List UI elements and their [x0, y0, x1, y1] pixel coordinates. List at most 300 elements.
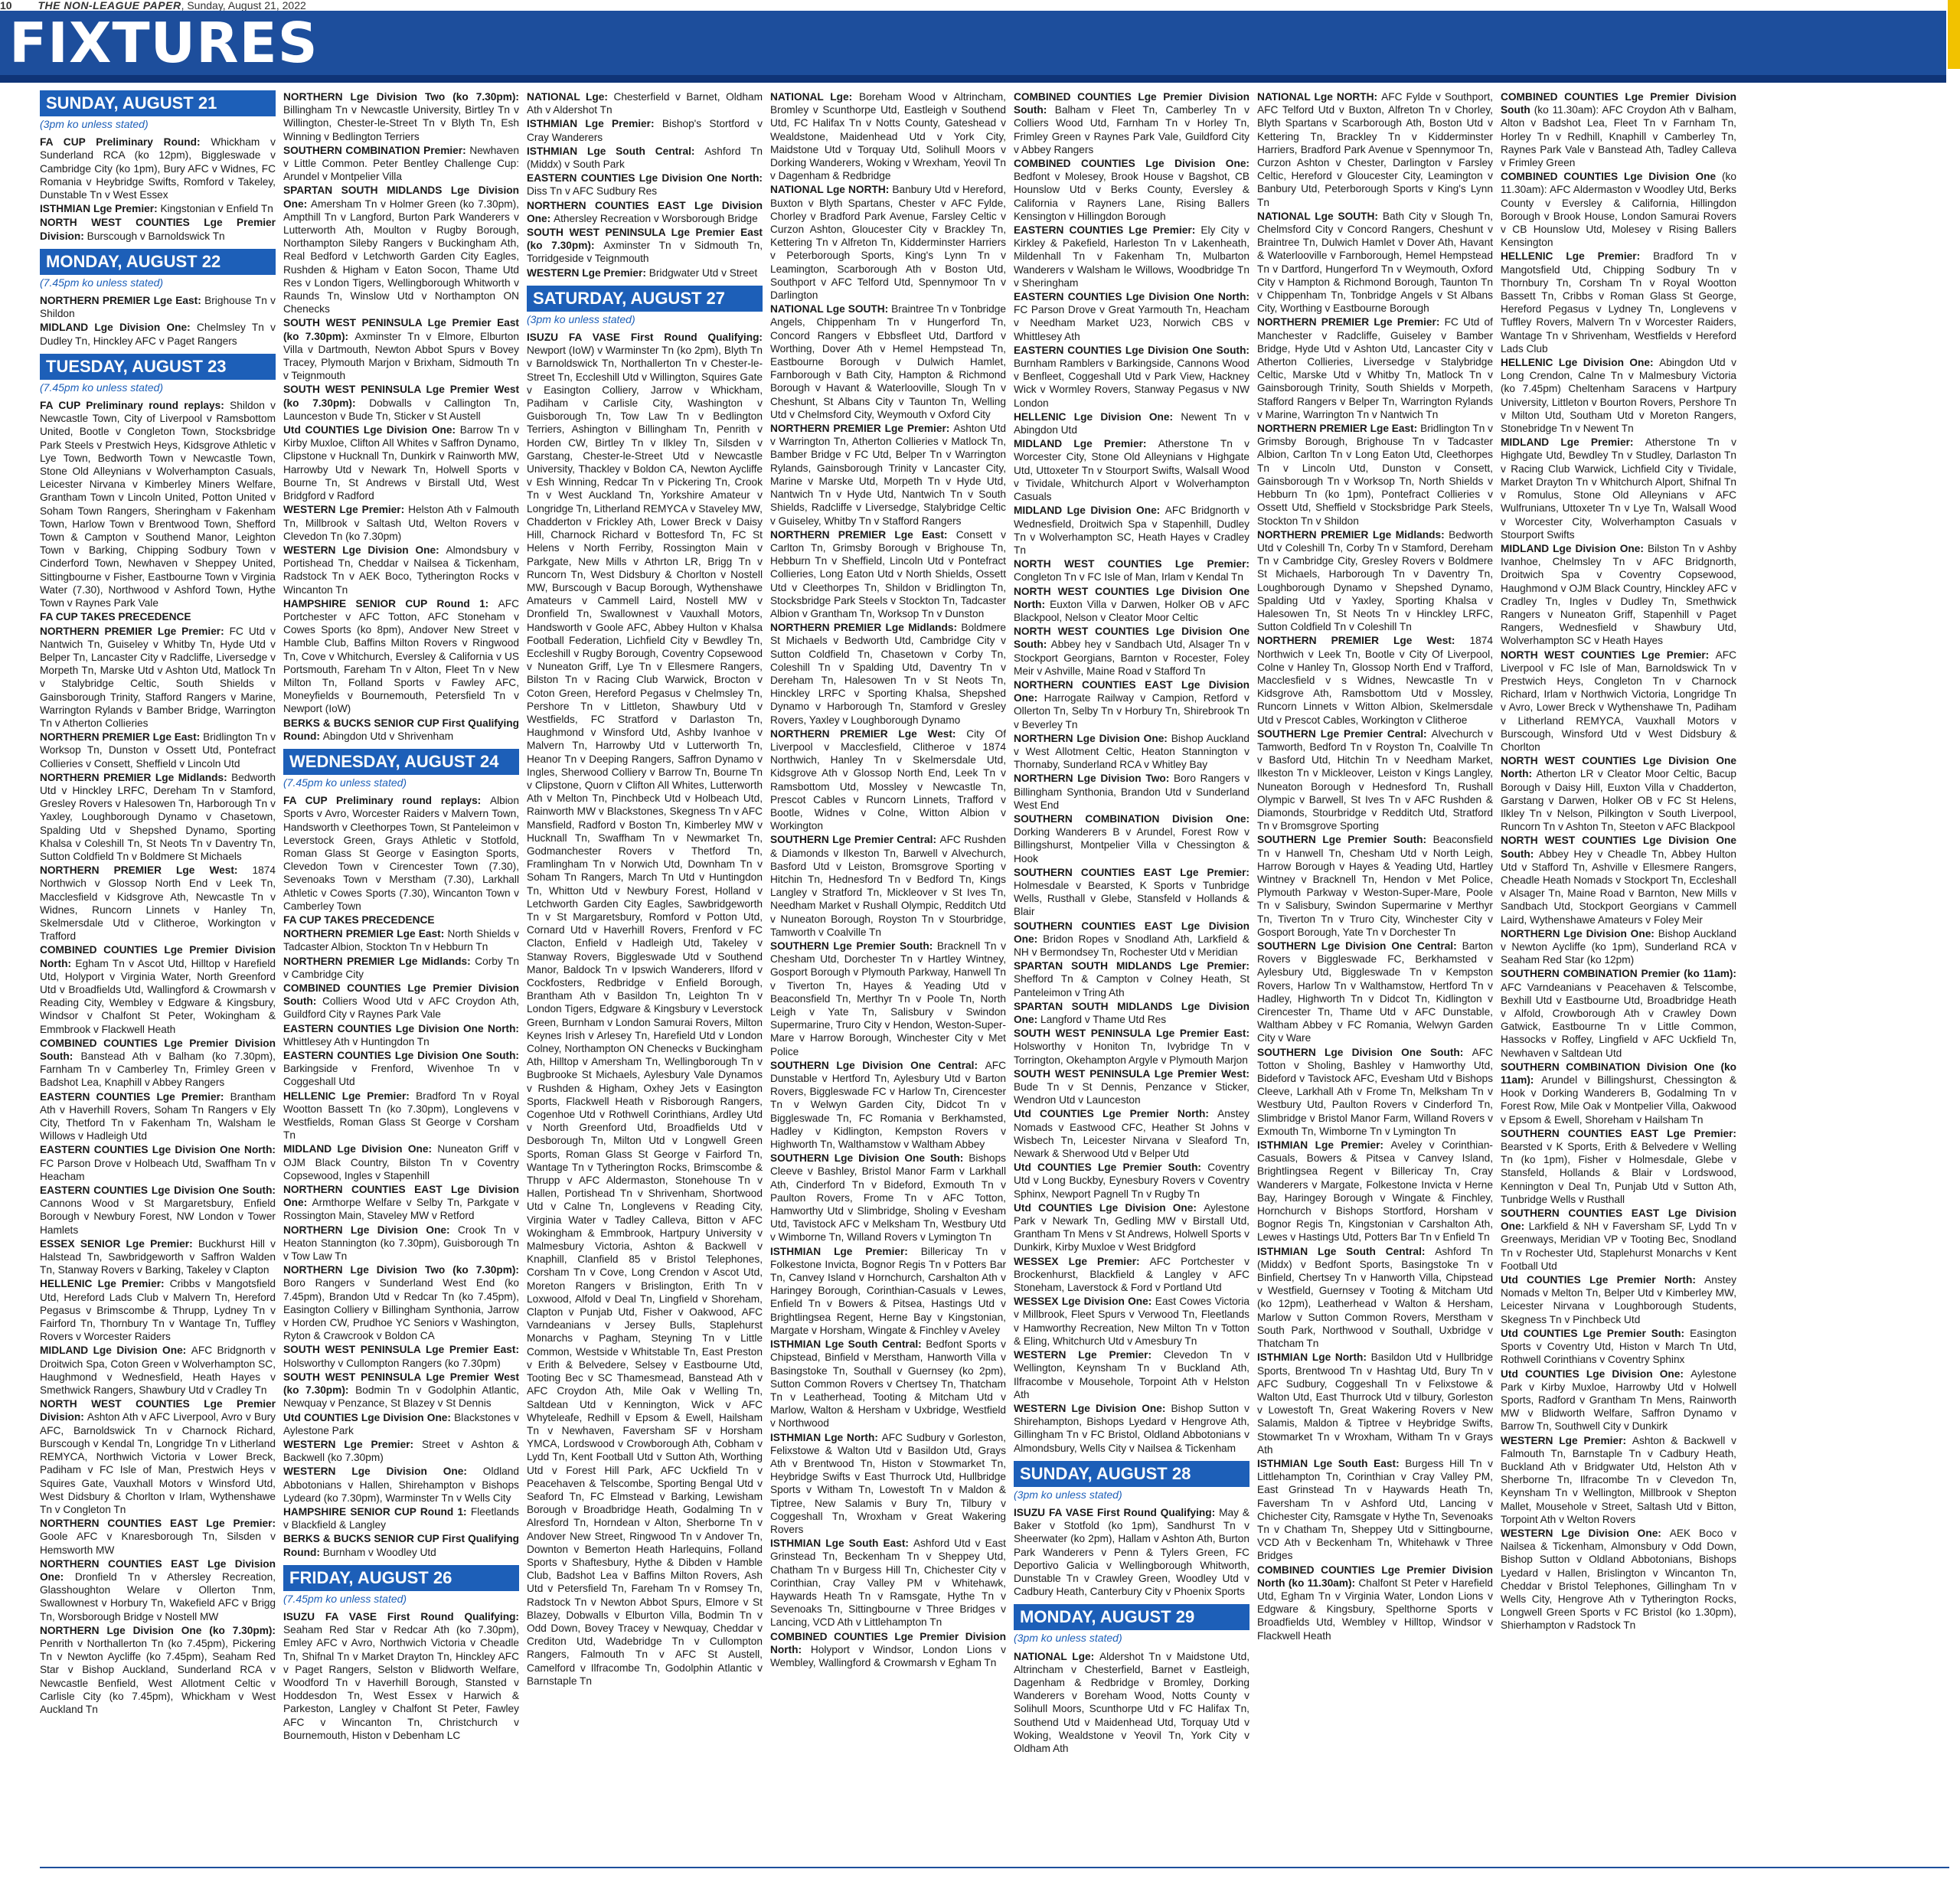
- fixture-list: Congleton Tn v FC Isle of Man, Irlam v Kendal Tn: [1014, 571, 1243, 583]
- fixture-list: Aveley v Corinthian-Casuals, Bowers & Pitsea v Canvey Island, Brightlingsea Regent v Billericay Tn, Cray Wanderers v Margate, Folkestone Invicta v Herne Bay, Haringey Borough v Wingate & Finchley, Hornchurch v Bishops Stortford, Horsham v Bognor Regis Tn, Kingstonian v Carshalton Ath, Lewes v Hastings Utd, Potters Bar Tn v Enfield Tn: [1257, 1139, 1493, 1243]
- competition-name: NORTH WEST COUNTIES Lge Division One South:: [1014, 626, 1250, 651]
- fixture-entry: [283, 423, 519, 502]
- fixture-list: Brighouse Tn v Shildon: [40, 295, 276, 320]
- fixture-list: Chalfont St Peter v Harefield Utd, Egham Tn v Virginia Water, London Lions v Edgware & Kingsbury, Spelthorne Sports v Broadfields Utd, Wembley v Hilltop, Windsor v Flackwell Heath: [1257, 1577, 1493, 1642]
- fixture-list: Bedworth Utd v Hinckley LRFC, Dereham Tn v Stamford, Gresley Rovers v Halesowen Tn, Harborough Tn v Yaxley, Loughborough Dynamo v Chasetown, Spalding Utd v Shepshed Dynamo, Sporting Khalsa v Coleshill Tn, St Neots Tn v Daventry Tn, Sutton Coldfield Tn v Boldmere St Michaels: [40, 771, 276, 862]
- competition-name: NORTHERN Lge Division Two:: [1014, 773, 1170, 785]
- day-heading: TUESDAY, AUGUST 23: [40, 354, 276, 380]
- competition-name: NORTHERN PREMIER Lge East:: [1257, 423, 1418, 435]
- competition-name: NORTH WEST COUNTIES Lge Premier:: [1014, 558, 1250, 570]
- fixture-entry: [1014, 772, 1250, 812]
- fixture-list: Langford v Thame Utd Res: [1040, 1014, 1167, 1026]
- fixture-entry: [40, 1344, 276, 1397]
- page-number: 10: [0, 0, 12, 11]
- fixture-list: Corby Tn v Cambridge City: [283, 955, 519, 980]
- competition-name: WESTERN Lge Division One:: [283, 1466, 467, 1478]
- competition-name: NATIONAL Lge SOUTH:: [1257, 210, 1378, 222]
- fixture-entry: [527, 90, 763, 116]
- competition-name: BERKS & BUCKS SENIOR CUP First Qualifying Round:: [283, 717, 519, 742]
- competition-name: NORTHERN COUNTIES EAST Lge Division One:: [40, 1557, 276, 1583]
- fixture-entry: [527, 199, 763, 225]
- fixture-list: Larkfield & NH v Faversham SF, Lydd Tn v Greenways, Meridian VP v Tooting Bec, Snodland Tn v Rochester Utd, Staplehurst Monarchs v Kent Football Utd: [1501, 1221, 1736, 1272]
- fixture-entry: [283, 1142, 519, 1182]
- competition-name: EASTERN COUNTIES Lge Division One South:: [283, 1050, 519, 1062]
- fixture-list: Armthorpe Welfare v Selby Tn, Parkgate v Rossington Main, Staveley MW v Retford: [283, 1197, 519, 1222]
- competition-name: SOUTHERN COMBINATION Division One (ko 11am):: [1501, 1060, 1736, 1087]
- fixture-list: Newport (IoW) v Warminster Tn (ko 2pm), Blyth Tn v Barnoldswick Tn, Northallerton Tn v Chester-le-Street Tn, Eccleshill Utd v Willington, Squires Gate v Easington Colliery, Jarrow v Whickham, Padiham v Carlisle City, Washington v Guisborough Tn, Tow Law Tn v Bedlington Terriers, Ashington v Billingham Tn, Penrith v Horden CW, Birtley Tn v Ilkley Tn, Silsden v Garstang, Chester-le-Street Utd v Newcastle University, Thackley v Boldon CA, Newton Aycliffe v Esh Winning, Redcar Tn v Pickering Tn, Crook Tn v West Auckland Tn, Yorkshire Amateur v Longridge Tn, Litherland REMYCA v Staveley MW, Chadderton v Frickley Ath, Lower Breck v Daisy Hill, Charnock Richard v Bottesford Tn, FC St Helens v North Ferriby, Rossington Main v Parkgate, New Mills v Athrton LR, Brigg Tn v Runcorn Tn, West Didsbury & Chorlton v Nostell MW, Burscough v Bacup Borough, Wythenshawe Amateurs v Cammell Laird, Nostell MW v Dronfield Tn, Swallownest v Vauxhall Motors, Handsworth v Goole AFC, Abbey Hulton v Khalsa Football Federation, Lichfield City v Bewdley Tn, Eccleshill v Rugby Borough, Coventry Copsewood v Nuneaton Griff, Lye Tn v Ellesmere Rangers, Bilston Tn v Racing Club Warwick, Brocton v Coton Green, Hereford Pegasus v Chelmsley Tn, Pershore Tn v Littleton, Shawbury Utd v Westfields, FC Stratford v Darlaston Tn, Haughmond v Winsford Utd, Ashby Ivanhoe v Malvern Tn, Harrowby Utd v Lutterworth Tn, Heanor Tn v Deeping Rangers, Saffron Dynamo v Ingles, Sherwood Colliery v Barrow Tn, Bourne Tn v Clipstone, Quorn v Clifton All Whites, Lutterworth Ath v Melton Tn, Pinchbeck Utd v Holbeach Utd, Rainworth MW v Blackstones, Skegness Tn v AFC Mansfield, Radford v Boston Tn, Kimberley MW v Hucknall Tn, Swaffham Tn v Newmarket Tn, Godmanchester Rovers v Thetford Tn, Framlingham Tn v Norwich Utd, Downham Tn v Soham Tn Rangers, March Tn Utd v Huntingdon Tn, Whitton Utd v Newbury Forest, Holland v Letchworth Garden City Eagles, Sawbridgeworth Tn v St Margaretsbury, Romford v Potton Utd, Cornard Utd v Haverhill Rovers, Frenford v FC Clacton, Enfield v Hadleigh Utd, Takeley v Stanway Rovers, Biggleswade Utd v Southend Manor, Baldock Tn v Ipswich Wanderers, Ilford v Cockfosters, Redbridge v Enfield Borough, Brantham Ath v Basildon Tn, Leighton Tn v London Tigers, Edgware & Kingsbury v Leverstock Green, Burnham v London Samurai Rovers, Milton Keynes Irish v Arlesey Tn, Harefield Utd v London Colney, Northampton ON Chenecks v Buckingham Ath, Hilltop v Amersham Tn, Wellingborough Tn v Bugbrooke St Michaels, Aylesbury Vale Dynamos v Rushden & Higham, Oxhey Jets v Easington Sports, Flackwell Heath v Risborough Rangers, Cogenhoe Utd v Rothwell Corinthians, Ardley Utd v North Greenford Utd, Broadfields Utd v Desborough Tn, Milton Utd v Longwell Green Sports, Roman Glass St George v Fairford Tn, Wantage Tn v Tytherington Rocks, Brimscombe & Thrupp v AFC Aldermaston, Stonehouse Tn v Hallen, Portishead Tn v Shrivenham, Shortwood Utd v Calne Tn, Longlevens v Reading City, Virginia Water v Tadley Calleva, Bitton v AFC Wokingham & Emmbrook, Hartpury University v Malmesbury Victoria, Ashton & Backwell v Knaphill, Clanfield 85 v Bristol Telephones, Corsham Tn v Cove, Long Crendon v Ascot Utd, Moreton Rangers v Brislington, Erith Tn v Loxwood, Alfold v Deal Tn, Lingfield v Shoreham, Clapton v Punjab Utd, Fisher v Oakwood, AFC Varndeanians v Jersey Bulls, Staplehurst Monarchs v Pagham, Steyning Tn v Little Common, Westside v Whitstable Tn, East Preston v Erith & Belvedere, Selsey v Eastbourne Utd, Tooting Bec v SC Thamesmead, Banstead Ath v AFC Croydon Ath, Mile Oak v Welling Tn, Saltdean Utd v Kennington, Wick v AFC Whyteleafe, Redhill v Epsom & Ewell, Hailsham Tn v Newhaven, Faversham SF v Horsham YMCA, Lordswood v Crowborough Ath, Cobham v Lydd Tn, Kent Football Utd v Sutton Ath, Worthing Utd v Forest Hill Park, AFC Uckfield Tn v Peacehaven & Telscombe, Sporting Bengal Utd v Seaford Tn, FC Elmstead v Barking, Lewisham Borough v Broadbridge Heath, Godalming Tn v Alresford Tn, Horndean v Alton, Sherborne Tn v Andover New Street, Ringwood Tn v Andover Tn, Downton v Bemerton Heath Harlequins, Folland Sports v Shaftesbury, Hythe & Dibden v Hamble Club, Badshot Lea v Baffins Milton Rovers, Ash Utd v Petersfield Tn, Fareham Tn v Romsey Tn, Radstock Tn v Newton Abbot Spurs, Elmore v St Blazey, Dobwalls v Elburton Villa, Bodmin Tn v Odd Down, Bovey Tracey v Newquay, Cheddar v Crediton Utd, Wadebridge Tn v Cullompton Rangers, Falmouth Tn v AFC St Austell, Camelford v Ilfracombe Tn, Godolphin Atlantic v Barnstaple Tn: [527, 345, 763, 1687]
- fixture-entry: [1257, 1046, 1493, 1138]
- fixture-entry: [1014, 866, 1250, 919]
- fixture-entry: [527, 172, 763, 198]
- competition-name: Utd COUNTIES Lge Division One:: [1014, 1201, 1197, 1214]
- fixture-entry: [1501, 1368, 1736, 1433]
- fixture-entry: [283, 1022, 519, 1048]
- competition-name: WESTERN Lge Division One:: [283, 544, 439, 556]
- fixture-list: FC Parson Drove v Holbeach Utd, Swaffham Tn v Heacham: [40, 1157, 276, 1182]
- fixture-list: East Cowes Victoria v Millbrook, Fleet Spurs v Verwood Tn, Fleetlands v Hamworthy Recreation, New Milton Tn v Totton & Eling, Whitchurch Utd v Amesbury Tn: [1014, 1296, 1250, 1347]
- fixture-entry: [770, 1431, 1006, 1537]
- fixture-entry: [283, 184, 519, 315]
- fixture-list: AFC Varndeanians v Peacehaven & Telscombe, Bexhill Utd v Eastbourne Utd, Broadbridge Heath v Alfold, Crowborough Ath v Crawley Down Gatwick, Eastbourne Tn v Little Common, Hassocks v Roffey, Lingfield v AFC Uckfield Tn, Newhaven v Saltdean Utd: [1501, 981, 1736, 1059]
- fixture-entry: [1257, 727, 1493, 833]
- competition-name: NORTHERN PREMIER Lge Midlands:: [1257, 528, 1445, 541]
- fixture-entry: [283, 503, 519, 543]
- fixture-entry: [283, 597, 519, 716]
- competition-name: NORTHERN COUNTIES EAST Lge Division One:: [527, 199, 763, 224]
- fixture-entry: [527, 117, 763, 143]
- fixture-entry: [1014, 812, 1250, 865]
- competition-name: Utd COUNTIES Lge Premier South:: [1014, 1162, 1201, 1174]
- fixture-list: Atherton LR v Cleator Moor Celtic, Bacup Borough v Daisy Hill, Euxton Villa v Chadderton, Garstang v Darwen, Holker OB v FC St Helens, Ilkley Tn v Nelson, Pilkington v South Liverpool, Runcorn Tn v Ashton Tn, Steeton v AFC Blackpool: [1501, 768, 1736, 833]
- fixture-list: Aylestone Park v Kirby Muxloe, Harrowby Utd v Holwell Sports, Radford v Grantham Tn Mens, Rainworth MW v Blidworth Welfare, Saffron Dynamo v Barrow Tn, Southwell City v Dunkirk: [1501, 1368, 1736, 1433]
- competition-name: ESSEX SENIOR Lge Premier:: [40, 1237, 193, 1250]
- fixture-list: Boldmere St Michaels v Bedworth Utd, Cambridge City v Sutton Coldfield Tn, Chasetown v Corby Tn, Coleshill Tn v Spalding Utd, Daventry Tn v Dereham Tn, Halesowen Tn v St Neots Tn, Hinckley LRFC v Sporting Khalsa, Shepshed Dynamo v Harborough Tn, Stamford v Gresley Rovers, Yaxley v Loughborough Dynamo: [770, 622, 1006, 726]
- competition-name: SOUTHERN Lge Premier Central:: [1257, 727, 1427, 740]
- competition-name: ISTHMIAN Lge South East:: [1257, 1457, 1400, 1469]
- fixture-list: Bishop Auckland v West Allotment Celtic, Heaton Stannington v Thornaby, Sunderland RCA v Whitley Bay: [1014, 732, 1250, 771]
- fixture-entry: [1014, 1255, 1250, 1295]
- fixture-entry: [770, 302, 1006, 421]
- fixture-list: Banstead Ath v Balham (ko 7.30pm), Farnham Tn v Camberley Tn, Frimley Green v Badshot Lea, Knaphill v Abbey Rangers: [40, 1051, 276, 1089]
- fixture-list: Buckhurst Hill v Halstead Tn, Sawbridgeworth v Saffron Walden Tn, Stanway Rovers v Barking, Takeley v Clapton: [40, 1237, 276, 1276]
- competition-name: NATIONAL Lge NORTH:: [770, 184, 890, 196]
- competition-name: WESTERN Lge Division One:: [1014, 1402, 1166, 1414]
- fixture-entry: [527, 266, 763, 279]
- fixture-entry: [1257, 833, 1493, 939]
- fixture-entry: [283, 1343, 519, 1369]
- fixture-list: Bedfont Sports v Chipstead, Binfield v Merstham, Hanworth Villa v Basingstoke Tn, Southall v Guernsey (ko 2pm), Sutton Common Rovers v Chertsey Tn, Thatcham Tn v Leatherhead, Tooting & Mitcham Utd v Marlow, Walton & Hersham v Uxbridge, Westfield v Northwood: [770, 1338, 1006, 1430]
- fixture-list: Basildon Utd v Hullbridge Sports, Brentwood Tn v Hashtag Utd, Bury Tn v AFC Sudbury, Coggeshall Tn v Felixstowe & Walton Utd, East Thurrock Utd v tilbury, Gorleston v Lowestoft Tn, Great Wakering Rovers v New Salamis, Maldon & Tiptree v Heybridge Swifts, Stowmarket Tn v Wroxham, Witham Tn v Grays Ath: [1257, 1351, 1493, 1456]
- fixture-list: Blackstones v Aylestone Park: [283, 1411, 519, 1436]
- competition-name: SOUTHERN COMBINATION Premier:: [283, 144, 466, 156]
- fixture-entry: [1014, 290, 1250, 343]
- competition-name: Utd COUNTIES Lge Premier North:: [1501, 1274, 1696, 1286]
- fixture-list: Easington Sports v Coventry Utd, Histon v March Tn Utd, Rothwell Corinthians v Coventry Sphinx: [1501, 1327, 1736, 1366]
- fixture-list: Brantham Ath v Haverhill Rovers, Soham Tn Rangers v Ely City, Thetford Tn v Fakenham Tn, Walsham le Willows v Hadleigh Utd: [40, 1090, 276, 1142]
- fixture-list: Holyport v Windsor, London Lions v Wembley, Wallingford & Crowmarsh v Egham Tn: [770, 1643, 1006, 1668]
- fixture-list: Barrow Tn v Kirby Muxloe, Clifton All Whites v Saffron Dynamo, Clipstone v Hucknall Tn, Dunkirk v Rainworth MW, Harrowby Utd v Newark Tn, Holwell Sports v Bourne Tn, St Andrews v Birstall Utd, West Bridgford v Radford: [283, 424, 519, 502]
- fixture-entry: [1501, 834, 1736, 926]
- fixture-list: Ashton Ath v AFC Liverpool, Avro v Bury AFC, Barnoldswick Tn v Charnock Richard, Burscough v Kendal Tn, Longridge Tn v Litherland REMYCA, Northwich Victoria v Lower Breck, Padiham v FC Isle of Man, Prestwich Heys v Squires Gate, Vauxhall Motors v Winsford Utd, West Didsbury & Chorlton v Irlam, Wythenshawe Tn v Congleton Tn: [40, 1411, 276, 1515]
- competition-name: NORTHERN PREMIER Lge Premier:: [1257, 316, 1440, 328]
- fixture-entry: [40, 1397, 276, 1516]
- fixture-list: Dronfield Tn v Athersley Recreation, Glasshoughton Welare v Ollerton Tnm, Swallownest v Horbury Tn, Wakefield AFC v Brigg Tn, Worsborough Bridge v Nostell MW: [40, 1570, 276, 1622]
- competition-name: ISUZU FA VASE First Round Qualifying:: [1014, 1506, 1216, 1518]
- fixture-list: Alvechurch v Tamworth, Bedford Tn v Royston Tn, Coalville Tn v Basford Utd, Hitchin Tn v Needham Market, Ilkeston Tn v Mickleover, Leiston v Kings Langley, Nuneaton Borough v Hednesford Tn, Rushall Olympic v Barwell, St Ives Tn v AFC Rushden & Diamonds, Stourbridge v Redditch Utd, Stratford Tn v Bromsgrove Sporting: [1257, 727, 1493, 832]
- fixture-list: Boro Rangers v Billingham Synthonia, Brandon Utd v Sunderland West End: [1014, 773, 1250, 811]
- kickoff-note: (7.45pm ko unless stated): [283, 1592, 407, 1605]
- fixture-entry: [770, 422, 1006, 528]
- competition-name: ISTHMIAN Lge South East:: [770, 1538, 909, 1550]
- competition-name: SOUTH WEST PENINSULA Lge Premier West (ko 7.30pm):: [283, 1371, 519, 1397]
- fixture-entry: [283, 1505, 519, 1531]
- fixture-list: Axminster Tn v Elmore, Elburton Villa v Dartmouth, Newton Abbot Spurs v Bovey Tracey, Plymouth Marjon v Brixham, Sidmouth Tn v Teignmouth: [283, 330, 519, 382]
- fixture-entry: [283, 913, 519, 926]
- fixture-entry: [40, 1277, 276, 1343]
- competition-name: MIDLAND Lge Division One:: [40, 322, 191, 334]
- day-heading: MONDAY, AUGUST 22: [40, 249, 276, 275]
- fixture-entry: [1014, 1161, 1250, 1201]
- fixture-entry: [1014, 224, 1250, 289]
- competition-name: WESTERN Lge Premier:: [283, 1438, 414, 1450]
- fixture-list: Almondsbury v Portishead Tn, Cheddar v Nailsea & Tickenham, Radstock Tn v AEK Boco, Tytherington Rocks v Wincanton Tn: [283, 544, 519, 596]
- competition-name: EASTERN COUNTIES Lge Division One North:: [283, 1022, 519, 1034]
- competition-name: WESTERN Lge Premier:: [527, 266, 646, 279]
- fixture-entry: [1014, 625, 1250, 678]
- competition-name: NORTH WEST COUNTIES Lge Premier:: [1501, 649, 1710, 661]
- competition-name: NORTHERN Lge Division Two (ko 7.30pm):: [283, 1264, 519, 1276]
- fixture-entry: [1501, 542, 1736, 648]
- fixture-list: Fleetlands v Blackfield & Langley: [283, 1505, 519, 1531]
- fixture-entry: [770, 1152, 1006, 1243]
- competition-name: MIDLAND Lge Division One:: [1501, 542, 1644, 554]
- fixture-list: Euxton Villa v Darwen, Holker OB v AFC Blackpool, Nelson v Cleator Moor Celtic: [1014, 598, 1250, 623]
- fixture-entry: [1014, 1067, 1250, 1107]
- fixture-entry: [1014, 1348, 1250, 1401]
- fixture-entry: [1257, 940, 1493, 1045]
- fixture-list: Aldershot Tn v Maidstone Utd, Altrincham v Chesterfield, Barnet v Eastleigh, Dagenham & Redbridge v Bromley, Dorking Wanderers v Boreham Wood, Notts County v Solihull Moors, Scunthorpe Utd v FC Halifax Tn, Southend Utd v Maidenhead Utd, Torquay Utd v Woking, Wealdstone v Yeovil Tn, York City v Oldham Ath: [1014, 1650, 1250, 1754]
- section-title: FIXTURES: [9, 11, 318, 75]
- fixture-list: 1874 Northwich v Glossop North End v Leek Tn, Macclesfield v Kidsgrove Ath, Newcastle Tn v Widnes, Runcorn Linnets v Hanley Tn, Skelmersdale Utd v Clitheroe, Workington v Trafford: [40, 864, 276, 943]
- competition-name: NORTHERN PREMIER Lge Premier:: [40, 625, 224, 637]
- fixture-list: Axminster Tn v Sidmouth Tn, Torridgeside v Teignmouth: [527, 240, 763, 265]
- fixture-entry: [1014, 1107, 1250, 1160]
- fixture-list: AFC Sudbury v Gorleston, Felixstowe & Walton Utd v Basildon Utd, Grays Ath v Brentwood Tn, Histon v Stowmarket Tn, Heybridge Swifts v East Thurrock Utd, Hullbridge Sports v Witham Tn, Lowestoft Tn v Maldon & Tiptree, New Salamis v Bury Tn, Tilbury v Coggeshall Tn, Wroxham v Great Wakering Rovers: [770, 1431, 1006, 1535]
- fixture-list: AFC Bridgnorth v Wednesfield, Droitwich Spa v Stapenhill, Dudley Tn v Wolverhampton SC, Heath Hayes v Cradley Tn: [1014, 505, 1250, 556]
- fixture-list: Beaconsfield Tn v Hanwell Tn, Chesham Utd v North Leigh, Harrow Borough v Hayes & Yeading Utd, Hartley Wintney v Bracknell Tn, Hendon v Met Police, Plymouth Parkway v Weston-Super-Mare, Poole Tn v Salisbury, Swindon Supermarine v Merthyr Tn, Tiverton Tn v Truro City, Winchester City v Gosport Borough, Yate Tn v Dorchester Tn: [1257, 834, 1493, 938]
- competition-name: NORTHERN PREMIER Lge Midlands:: [770, 622, 958, 634]
- fixture-list: Bedfont v Molesey, Brook House v Bagshot, CB Hounslow Utd v Berks County, Eversley & California v Rayners Lane, Rising Ballers Kensington v Hillingdon Borough: [1014, 171, 1250, 222]
- fixtures-column: [1014, 90, 1250, 1864]
- competition-name: NORTHERN PREMIER Lge Midlands:: [283, 955, 471, 967]
- competition-name: ISTHMIAN Lge South Central:: [527, 145, 695, 157]
- fixture-entry: [40, 943, 276, 1035]
- fixture-entry: [283, 982, 519, 1021]
- fixture-list: AFC Fylde v Southport, AFC Telford Utd v Buxton, Alfreton Tn v Chorley, Blyth Spartans v Scarborough Ath, Boston Utd v Kettering Tn, Brackley Tn v Kidderminster Harriers, Bradford Park Avenue v Spennymoor Tn, Curzon Ashton v Chester, Darlington v Farsley Celtic, Hereford v Gloucester City, Leamington v Banbury Utd, Peterborough Sports v King's Lynn Tn: [1257, 91, 1493, 208]
- fixture-entry: [770, 1630, 1006, 1670]
- fixture-list: 1874 Northwich v Leek Tn, Bootle v City Of Liverpool, Colne v Hanley Tn, Glossop North End v Trafford, Macclesfield v s Widnes, Newcastle Tn v Kidsgrove Ath, Ramsbottom Utd v Mossley, Runcorn Linnets v Witton Albion, Skelmersdale Utd v Prescot Cables, Workington v Clitheroe: [1257, 635, 1493, 726]
- fixture-list: Kingstonian v Enfield Tn: [160, 203, 273, 215]
- fixture-entry: [1257, 210, 1493, 315]
- competition-name: SOUTH WEST PENINSULA Lge Premier East:: [1014, 1028, 1250, 1040]
- fixture-list: Harrogate Railway v Campion, Retford v Ollerton Tn, Selby Tn v Horbury Tn, Shirebrook Tn v Beverley Tn: [1014, 692, 1250, 730]
- fixture-entry: [770, 1245, 1006, 1337]
- fixture-list: Dorking Wanderers B v Arundel, Forest Row v Billingshurst, Montpelier Villa v Chessington & Hook: [1014, 826, 1250, 864]
- competition-name: HELLENIC Lge Premier:: [40, 1278, 165, 1290]
- fixture-entry: [40, 202, 276, 215]
- fixture-list: Bracknell Tn v Chesham Utd, Dorchester Tn v Hartley Wintney, Gosport Borough v Plymouth Parkway, Hanwell Tn v Tiverton Tn, Hayes & Yeading Utd v Beaconsfield Tn, Merthyr Tn v Poole Tn, North Leigh v Yate Tn, Salisbury v Swindon Supermarine, Truro City v Hendon, Weston-Super-Mare v Harrow Borough, Winchester City v Met Police: [770, 940, 1006, 1057]
- fixture-list: (ko 11.30am): AFC Croydon Ath v Balham, Alton v Badshot Lea, Fleet Tn v Farnham Tn, Horley Tn v Redhill, Knaphill v Camberley Tn, Raynes Park Vale v Banstead Ath, Tadley Calleva v Frimley Green: [1501, 104, 1736, 169]
- fixture-list: Abingdon Utd v Long Crendon, Calne Tn v Malmesbury Victoria (ko 7.45pm) Cheltenham Saracens v Hartpury University, Littleton v Bourton Rovers, Pershore Tn v Milton Utd, Southam Utd v Moreton Rangers, Stonebridge Tn v Newent Tn: [1501, 357, 1736, 435]
- fixture-entry: [283, 144, 519, 184]
- fixture-entry: [1257, 1351, 1493, 1456]
- competition-name: NORTH WEST COUNTIES Lge Premier Division:: [40, 1398, 276, 1423]
- fixture-entry: [1501, 436, 1736, 541]
- competition-name: COMBINED COUNTIES Lge Premier Division South:: [1014, 91, 1250, 116]
- fixture-entry: [283, 1049, 519, 1089]
- fixture-list: Cribbs v Mangotsfield Utd, Hereford Lads Club v Malvern Tn, Hereford Pegasus v Brimscombe & Thrupp, Lydney Tn v Fairford Tn, Thornbury Tn v Wantage Tn, Tuffley Rovers v Worcester Raiders: [40, 1278, 276, 1343]
- fixture-list: (ko 11.30am): AFC Aldermaston v Woodley Utd, Berks County v Eversley & California, Hillingdon Borough v Brook House, London Samurai Rovers v CB Hounslow Utd, Molesey v Rising Ballers Kensington: [1501, 171, 1736, 249]
- competition-name: SPARTAN SOUTH MIDLANDS Lge Division One:: [1014, 1000, 1250, 1026]
- competition-name: NATIONAL Lge SOUTH:: [770, 303, 889, 315]
- competition-name: ISUZU FA VASE First Round Qualifying:: [527, 332, 763, 344]
- fixture-entry: [283, 1263, 519, 1342]
- fixture-list: Holsworthy v Honiton Tn, Ivybridge Tn v Torrington, Okehampton Argyle v Plymouth Marjon: [1014, 1041, 1250, 1066]
- fixture-list: Bedworth Utd v Coleshill Tn, Corby Tn v Stamford, Dereham Tn v Cambridge City, Gresley Rovers v Boldmere St Michaels, Harborough Tn v Daventry Tn, Loughborough Dynamo v Shepshed Dynamo, Spalding Utd v Yaxley, Sporting Khalsa v Halesowen Tn, St Neots Tn v Hinckley LRFC, Sutton Coldfield Tn v Coleshill Tn: [1257, 528, 1493, 633]
- day-heading: SUNDAY, AUGUST 28: [1014, 1461, 1250, 1487]
- competition-name: NORTH WEST COUNTIES Lge Division One South:: [1501, 835, 1736, 860]
- fixture-entry: [1501, 1207, 1736, 1273]
- fixture-list: Bishop's Stortford v Cray Wanderers: [527, 118, 763, 143]
- fixture-list: AEK Boco v Nailsea & Tickenham, Almonsbury v Odd Down, Bishop Sutton v Oldland Abbotonians, Bishops Lyedard v Hallen, Brislington v Wincanton Tn, Cheddar v Bristol Telephones, Gillingham Tn v Wells City, Hengrove Ath v Tytherington Rocks, Longwell Green Sports v FC Bristol (ko 1.30pm), Shierhampton v Radstock Tn: [1501, 1527, 1736, 1632]
- fixture-entry: [1014, 157, 1250, 223]
- fixture-entry: [770, 621, 1006, 727]
- competition-name: EASTERN COUNTIES Lge Division One South:: [40, 1185, 276, 1197]
- fixture-list: Shefford Tn & Campton v Colney Heath, St Panteleimon v Tring Ath: [1014, 973, 1250, 998]
- competition-name: NORTHERN Lge Division Two (ko 7.30pm):: [283, 91, 519, 103]
- page-edge-tab: [1948, 0, 1960, 69]
- competition-name: HELLENIC Lge Division One:: [1014, 410, 1174, 423]
- competition-name: ISTHMIAN Lge South Central:: [770, 1338, 922, 1351]
- fixture-entry: [283, 1224, 519, 1263]
- fixture-entry: [40, 1237, 276, 1277]
- competition-name: ISTHMIAN Lge South Central:: [1257, 1245, 1426, 1257]
- fixture-list: Abbey Hey v Cheadle Tn, Abbey Hulton Utd v Stafford Tn, Ashville v Ellesmere Rangers, Cheadle Heath Nomads v Stockport Tn, Eccleshall v Alsager Tn, Maine Road v Barnton, New Mills v Sandbach Utd, Stockport Georgians v Cammell Laird, Wythenshawe Amateurs v Foley Meir: [1501, 848, 1736, 926]
- fixture-entry: [283, 1371, 519, 1410]
- competition-name: EASTERN COUNTIES Lge Division One South:: [1014, 344, 1250, 356]
- fixture-list: AFC Totton v Sholing, Bashley v Hamworthy Utd, Bideford v Tavistock AFC, Evesham Utd v Bishops Cleeve, Larkhall Ath v Frome Tn, Melksham Tn v Westbury Utd, Paulton Rovers v Cinderford Tn, Slimbridge v Bristol Manor Farm, Willand Rovers v Exmouth Tn, Wimborne Tn v Lymington Tn: [1257, 1046, 1493, 1137]
- fixture-list: Goole AFC v Knaresborough Tn, Silsden v Hemsworth MW: [40, 1531, 276, 1556]
- fixture-list: North Shields v Tadcaster Albion, Stockton Tn v Hebburn Tn: [283, 928, 519, 953]
- fixture-entry: [1501, 170, 1736, 249]
- competition-name: WESTERN Lge Premier:: [1501, 1434, 1626, 1446]
- fixtures-column: [283, 90, 519, 1864]
- day-heading: WEDNESDAY, AUGUST 24: [283, 749, 519, 775]
- competition-name: COMBINED COUNTIES Lge Division One:: [1014, 158, 1250, 170]
- fixture-entry: [1014, 1506, 1250, 1598]
- fixture-list: Whickham v Sunderland RCA (ko 12pm), Biggleswade v Cambridge City (ko 1pm), Bury AFC v Widnes, FC Romania v Heybridge Swifts, Romford v Takeley, Dunstable Tn v West Essex: [40, 136, 276, 201]
- fixture-list: Penrith v Northallerton Tn (ko 7.45pm), Pickering Tn v Newton Aycliffe (ko 7.45pm), Seaham Red Star v Bishop Auckland, Sunderland RCA v Newcastle Benfield, West Allotment Celtic v Carlisle City (ko 7.45pm), Whickham v West Auckland Tn: [40, 1637, 276, 1715]
- competition-name: EASTERN COUNTIES Lge Premier:: [40, 1090, 224, 1103]
- fixture-entry: [40, 1184, 276, 1237]
- fixture-entry: [40, 864, 276, 943]
- competition-name: WESTERN Lge Premier:: [283, 504, 405, 516]
- competition-name: NORTHERN COUNTIES EAST Lge Division One:: [283, 1184, 519, 1209]
- competition-name: ISTHMIAN Lge Premier:: [40, 203, 158, 215]
- kickoff-note: (7.45pm ko unless stated): [40, 381, 164, 394]
- competition-name: WESSEX Lge Premier:: [1014, 1255, 1140, 1267]
- competition-name: MIDLAND Lge Division One:: [1014, 505, 1161, 517]
- fixture-list: Crook Tn v Heaton Stannington (ko 7.30pm), Guisborough Tn v Tow Law Tn: [283, 1224, 519, 1263]
- fixture-list: Albion Sports v Avro, Worcester Raiders v Malvern Town, Handsworth v Cleethorpes Town, St Panteleimon v Leverstock Green, Grays Athletic v Stotfold, Roman Glass St George v Easington Sports, Clevedon Town v Cirencester Town (7.30), Sevenoaks Town v Merstham (7.30), Larkhall Athletic v Cowes Sports (7.30), Wincanton Town v Camberley Town: [283, 795, 519, 912]
- competition-name: SOUTH WEST PENINSULA Lge Premier East:: [283, 1344, 519, 1356]
- fixture-entry: [40, 1517, 276, 1557]
- competition-name: MIDLAND Lge Premier:: [1014, 438, 1147, 450]
- competition-name: HELLENIC Lge Premier:: [1501, 250, 1641, 263]
- competition-name: WESTERN Lge Division One:: [1501, 1527, 1661, 1539]
- fixture-list: Egham Tn v Ascot Utd, Hilltop v Harefield Utd, Holyport v Virginia Water, North Greenford Utd v Broadfields Utd, Wallingford & Crowmarsh v Reading City, Wembley v Edgware & Kingsbury, Windsor v Chalfont St Peter, Wokingham & Emmbrook v Flackwell Heath: [40, 957, 276, 1035]
- fixture-list: Barkingside v Frenford, Wivenhoe Tn v Coggeshall Utd: [283, 1063, 519, 1088]
- competition-name: Utd COUNTIES Lge Premier North:: [1014, 1108, 1209, 1120]
- fixture-list: AFC Portchester v AFC Totton, AFC Stoneham v Cowes Sports (ko 8pm), Andover New Street v Hamble Club, Baffins Milton Rovers v Ringwood Tn, Cove v Whitchurch, Eversley & California v US Portsmouth, Fareham Tn v Alton, Fleet Tn v New Milton Tn, Folland Sports v Fawley AFC, Moneyfields v Bournemouth, Petersfield Tn v Newport (IoW): [283, 597, 519, 715]
- fixture-entry: [1257, 1245, 1493, 1351]
- fixture-list: Bilston Tn v Ashby Ivanhoe, Chelmsley Tn v AFC Bridgnorth, Droitwich Spa v Coventry Copsewood, Haughmond v OJM Black Country, Hinckley AFC v Cradley Tn, Ingles v Dudley Tn, Smethwick Rangers v Nuneaton Griff, Stapenhill v Paget Rangers, Wednesfield v Shawbury Utd, Wolverhampton SC v Heath Hayes: [1501, 542, 1736, 647]
- competition-name: NORTHERN PREMIER Lge Premier:: [770, 423, 950, 435]
- fixtures-column: [770, 90, 1006, 1864]
- competition-name: SOUTH WEST PENINSULA Lge Premier East (ko 7.30pm):: [283, 317, 519, 342]
- fixture-entry: [40, 136, 276, 201]
- fixture-entry: [770, 1537, 1006, 1629]
- competition-name: HELLENIC Lge Division One:: [1501, 357, 1654, 369]
- competition-name: NATIONAL Lge:: [1014, 1650, 1095, 1662]
- competition-name: COMBINED COUNTIES Lge Premier Division South: [1501, 91, 1736, 116]
- fixture-entry: [1014, 920, 1250, 959]
- fixture-list: Braintree Tn v Tonbridge Angels, Chippenham Tn v Hungerford Tn, Concord Rangers v Ebbsfleet Utd, Dartford v Worthing, Dover Ath v Hemel Hempstead Tn, Eastbourne Borough v Dulwich Hamlet, Farnborough v Bath City, Hampton & Richmond Borough v Havant & Waterlooville, Slough Tn v Cheshunt, St Albans City v Taunton Tn, Welling Utd v Chelmsford City, Weymouth v Oxford City: [770, 303, 1006, 420]
- fixture-entry: [40, 1037, 276, 1090]
- competition-name: NORTH WEST COUNTIES Lge Division One North:: [1501, 755, 1736, 780]
- competition-name: COMBINED COUNTIES Lge Premier Division North:: [40, 944, 276, 969]
- fixture-entry: [283, 927, 519, 953]
- competition-name: COMBINED COUNTIES Lge Premier Division North:: [770, 1630, 1006, 1655]
- fixture-list: Chesterfield v Barnet, Oldham Ath v Aldershot Tn: [527, 91, 763, 116]
- competition-name: NORTHERN Lge Division One:: [283, 1224, 450, 1236]
- kickoff-note: (7.45pm ko unless stated): [283, 776, 407, 789]
- fixture-entry: [770, 940, 1006, 1058]
- fixture-entry: [1257, 315, 1493, 421]
- competition-name: NORTH WEST COUNTIES Lge Premier Division:: [40, 217, 276, 242]
- fixture-list: May & Baker v Stotfold (ko 1pm), Sandhurst Tn v Sheerwater (ko 2pm), Hallam v Ashton Ath, Burton Park Wanderers v Penn & Tylers Green, FC Deportivo Galicia v Wellingborough Whitworth, Dunstable Tn v Crawley Green, Woodley Utd v Cadbury Heath, Canterbury City v Phoenix Sports: [1014, 1506, 1250, 1598]
- fixture-entry: [283, 90, 519, 143]
- fixture-entry: [283, 955, 519, 981]
- competition-name: HAMPSHIRE SENIOR CUP Round 1:: [283, 597, 489, 609]
- competition-name: FA CUP TAKES PRECEDENCE: [283, 913, 435, 926]
- fixture-entry: [1257, 528, 1493, 634]
- competition-name: MIDLAND Lge Premier:: [1501, 436, 1634, 449]
- fixture-entry: [1501, 649, 1736, 754]
- fixture-list: Helston Ath v Falmouth Tn, Millbrook v Saltash Utd, Welton Rovers v Clevedon Tn (ko 7.30pm): [283, 504, 519, 542]
- fixture-list: Bearsted v K Sports, Erith & Belvedere v Welling Tn (ko 1pm), Fisher v Holmesdale, Glebe v Stansfeld, Hollands & Blair v Lordswood, Kennington v Deal Tn, Punjab Utd v Sutton Ath, Tunbridge Wells v Rusthall: [1501, 1141, 1736, 1205]
- fixture-list: Nuneaton Griff v OJM Black Country, Bilston Tn v Coventry Copsewood, Ingles v Stapenhill: [283, 1143, 519, 1181]
- fixture-list: Ashton & Backwell v Falmouth Tn, Barnstaple Tn v Cadbury Heath, Buckland Ath v Bridgwater Utd, Helston Ath v Sherborne Tn, Ilfracombe Tn v Clevedon Tn, Keynsham Tn v Wellington, Millbrook v Shepton Mallet, Mousehole v Street, Saltash Utd v Bitton, Torpoint Ath v Welton Rovers: [1501, 1434, 1736, 1525]
- fixture-entry: [1257, 422, 1493, 528]
- fixture-entry: [1501, 90, 1736, 169]
- fixture-entry: [1014, 504, 1250, 557]
- competition-name: ISTHMIAN Lge Premier:: [1257, 1139, 1383, 1152]
- fixture-entry: [1014, 959, 1250, 999]
- fixture-list: Bradford Tn v Mangotsfield Utd, Chipping Sodbury Tn v Thornbury Tn, Corsham Tn v Royal Wootton Bassett Tn, Cribbs v Roman Glass St George, Hereford Pegasus v Lydney Tn, Longlevens v Tuffley Rovers, Malvern Tn v Worcester Raiders, Wantage Tn v Shrivenham, Westfields v Hereford Lads Club: [1501, 250, 1736, 355]
- competition-name: SOUTH WEST PENINSULA Lge Premier West (ko 7.30pm):: [283, 384, 519, 409]
- fixture-entry: [40, 1143, 276, 1183]
- competition-name: NORTHERN COUNTIES EAST Lge Premier:: [40, 1518, 276, 1530]
- fixture-list: FC Utd of Manchester v Radcliffe, Guiseley v Bamber Bridge, Hyde Utd v Ashton Utd, Lancaster City v Atherton Collieries, Liversedge v Stalybridge Celtic, Marske Utd v Whitby Tn, Matlock Tn v Gainsborough Trinity, South Shields v Morpeth, Stafford Rangers v Belper Tn, Warrington Rylands v Marine, Warrington Tn v Nantwich Tn: [1257, 316, 1493, 420]
- fixture-entry: [1014, 1000, 1250, 1026]
- competition-name: SOUTHERN COUNTIES EAST Lge Premier:: [1014, 866, 1250, 878]
- fixture-list: City Of Liverpool v Macclesfield, Clitheroe v 1874 Northwich, Hanley Tn v Skelmersdale Utd, Kidsgrove Ath v Glossop North End, Leek Tn v Ramsbottom Utd, Mossley v Newcastle Tn, Prescot Cables v Runcorn Linnets, Trafford v Bootle, Widnes v Colne, Witton Albion v Workington: [770, 727, 1006, 832]
- fixture-list: Athersley Recreation v Worsborough Bridge: [554, 212, 758, 224]
- fixture-list: Bridon Ropes v Snodland Ath, Larkfield & NH v Bermondsey Tn, Rochester Utd v Meridian: [1014, 933, 1250, 958]
- fixture-entry: [1501, 1327, 1736, 1367]
- competition-name: NORTHERN PREMIER Lge East:: [770, 528, 948, 541]
- fixture-entry: [1014, 732, 1250, 772]
- fixture-entry: [770, 1059, 1006, 1151]
- fixture-entry: [1257, 1457, 1493, 1563]
- competition-name: SOUTHERN Lge Premier South:: [770, 940, 933, 952]
- fixture-list: Whittlesey Ath v Huntingdon Tn: [283, 1035, 430, 1047]
- competition-name: COMBINED COUNTIES Lge Premier Division South:: [40, 1037, 276, 1062]
- fixture-entry: [1257, 634, 1493, 726]
- competition-name: EASTERN COUNTIES Lge Premier:: [1014, 224, 1196, 237]
- competition-name: NORTHERN Lge Division One:: [1014, 732, 1168, 744]
- fixture-list: Anstey Nomads v Melton Tn, Belper Utd v Kimberley MW, Leicester Nirvana v Loughborough Students, Skegness Tn v Pinchbeck Utd: [1501, 1274, 1736, 1325]
- fixture-entry: [1014, 410, 1250, 436]
- competition-name: SOUTHERN COUNTIES EAST Lge Division One:: [1501, 1207, 1736, 1233]
- fixture-list: Newhaven v Little Common. Peter Bentley Challenge Cup: Arundel v Montpelier Villa: [283, 144, 519, 183]
- fixture-list: Anstey Nomads v Eastwood CFC, Heather St Johns v Wisbech Tn, Leicester Nirvana v Sleaford Tn, Newark & Sherwood Utd v Belper Utd: [1014, 1108, 1250, 1160]
- kickoff-note: (3pm ko unless stated): [1014, 1632, 1122, 1645]
- fixture-entry: [527, 331, 763, 1688]
- fixture-list: Banbury Utd v Hereford, Buxton v Blyth Spartans, Chester v AFC Fylde, Chorley v Bradford Park Avenue, Farsley Celtic v Curzon Ashton, Gloucester City v Brackley Tn, Kettering Tn v Alfreton Tn, Kidderminster Harriers v Peterborough Sports, King's Lynn Tn v Leamington, Scarborough Ath v Boston Utd, Southport v AFC Telford Utd, Spennymoor Tn v Darlington: [770, 184, 1006, 302]
- competition-name: EASTERN COUNTIES Lge Division One North:: [40, 1144, 276, 1156]
- fixture-list: Atherstone Tn v Worcester City, Stone Old Alleynians v Highgate Utd, Uttoxeter Tn v Stourport Swifts, Walsall Wood v Tividale, Whitchurch Alport v Wolverhampton Casuals: [1014, 438, 1250, 503]
- day-heading: SUNDAY, AUGUST 21: [40, 90, 276, 116]
- competition-name: COMBINED COUNTIES Lge Premier Division North (ko 11.30am):: [1257, 1564, 1493, 1589]
- fixture-list: Bishops Cleeve v Bashley, Bristol Manor Farm v Larkhall Ath, Cinderford Tn v Bideford, Exmouth Tn v Paulton Rovers, Frome Tn v AFC Totton, Hamworthy Utd v Slimbridge, Sholing v Evesham Utd, Tavistock AFC v Melksham Tn, Westbury Utd v Wimborne Tn, Willand Rovers v Lymington Tn: [770, 1152, 1006, 1243]
- fixture-list: Bath City v Slough Tn, Chelmsford City v Concord Rangers, Cheshunt v Braintree Tn, Dulwich Hamlet v Dover Ath, Havant & Waterlooville v Farnborough, Hemel Hempstead Tn v Dartford, Hungerford Tn v Weymouth, Oxford City v Hampton & Richmond Borough, Taunton Tn v Chippenham Tn, Tonbridge Angels v St Albans City, Worthing v Eastbourne Borough: [1257, 210, 1493, 315]
- fixture-list: Diss Tn v AFC Sudbury Res: [527, 185, 658, 198]
- fixture-list: Bradford Tn v Royal Wootton Bassett Tn (ko 7.30pm), Longlevens v Westfields, Roman Glass St George v Corsham Tn: [283, 1090, 519, 1142]
- fixture-list: AFC Bridgnorth v Droitwich Spa, Coton Green v Wolverhampton SC, Haughmond v Wednesfield, Heath Hayes v Smethwick Rangers, Shawbury Utd v Cradley Tn: [40, 1345, 276, 1397]
- fixture-entry: [283, 794, 519, 913]
- fixture-entry: [1257, 1139, 1493, 1244]
- fixture-list: Holmesdale v Bearsted, K Sports v Tunbridge Wells, Rusthall v Glebe, Stansfeld v Hollands & Blair: [1014, 879, 1250, 918]
- competition-name: WESTERN Lge Premier:: [1014, 1349, 1152, 1361]
- fixture-list: Ashford Tn (Middx) v South Park: [527, 145, 763, 171]
- fixture-entry: [283, 383, 519, 423]
- fixtures-columns: [40, 90, 1949, 1864]
- fixture-list: AFC Rushden & Diamonds v Ilkeston Tn, Barwell v Alvechurch, Basford Utd v Leiston, Bromsgrove Sporting v Hitchin Tn, Hednesford Tn v Bedford Tn, Kings Langley v Stratford Tn, Mickleover v St Ives Tn, Needham Market v Rushall Olympic, Redditch Utd v Nuneaton Borough, Royston Tn v Stourbridge, Tamworth v Coalville Tn: [770, 834, 1006, 938]
- fixture-entry: [1014, 678, 1250, 731]
- fixture-list: Atherstone Tn v Highgate Utd, Bewdley Tn v Studley, Darlaston Tn v Racing Club Warwick, Lichfield City v Tividale, Market Drayton Tn v Whitchurch Alport, Shifnal Tn v Romulus, Stone Old Alleynians v AFC Wulfrunians, Uttoxeter Tn v Lye Tn, Walsall Wood v Worcester City, Wolverhampton Casuals v Stourport Swifts: [1501, 436, 1736, 541]
- competition-name: NORTHERN PREMIER Lge Midlands:: [40, 771, 227, 783]
- fixture-list: Newent Tn v Abingdon Utd: [1014, 410, 1250, 436]
- fixture-entry: [1257, 90, 1493, 209]
- competition-name: COMBINED COUNTIES Lge Premier Division South:: [283, 982, 519, 1008]
- competition-name: ISTHMIAN Lge North:: [1257, 1351, 1367, 1364]
- fixture-entry: [1501, 1527, 1736, 1632]
- competition-name: SOUTHERN Lge Division One South:: [770, 1152, 964, 1165]
- competition-name: NORTHERN PREMIER Lge West:: [1257, 635, 1455, 647]
- fixture-list: Aylestone Park v Newark Tn, Gedling MW v Birstall Utd, Grantham Tn Mens v St Andrews, Holwell Sports v Dunkirk, Kirby Muxloe v West Bridgford: [1014, 1201, 1250, 1253]
